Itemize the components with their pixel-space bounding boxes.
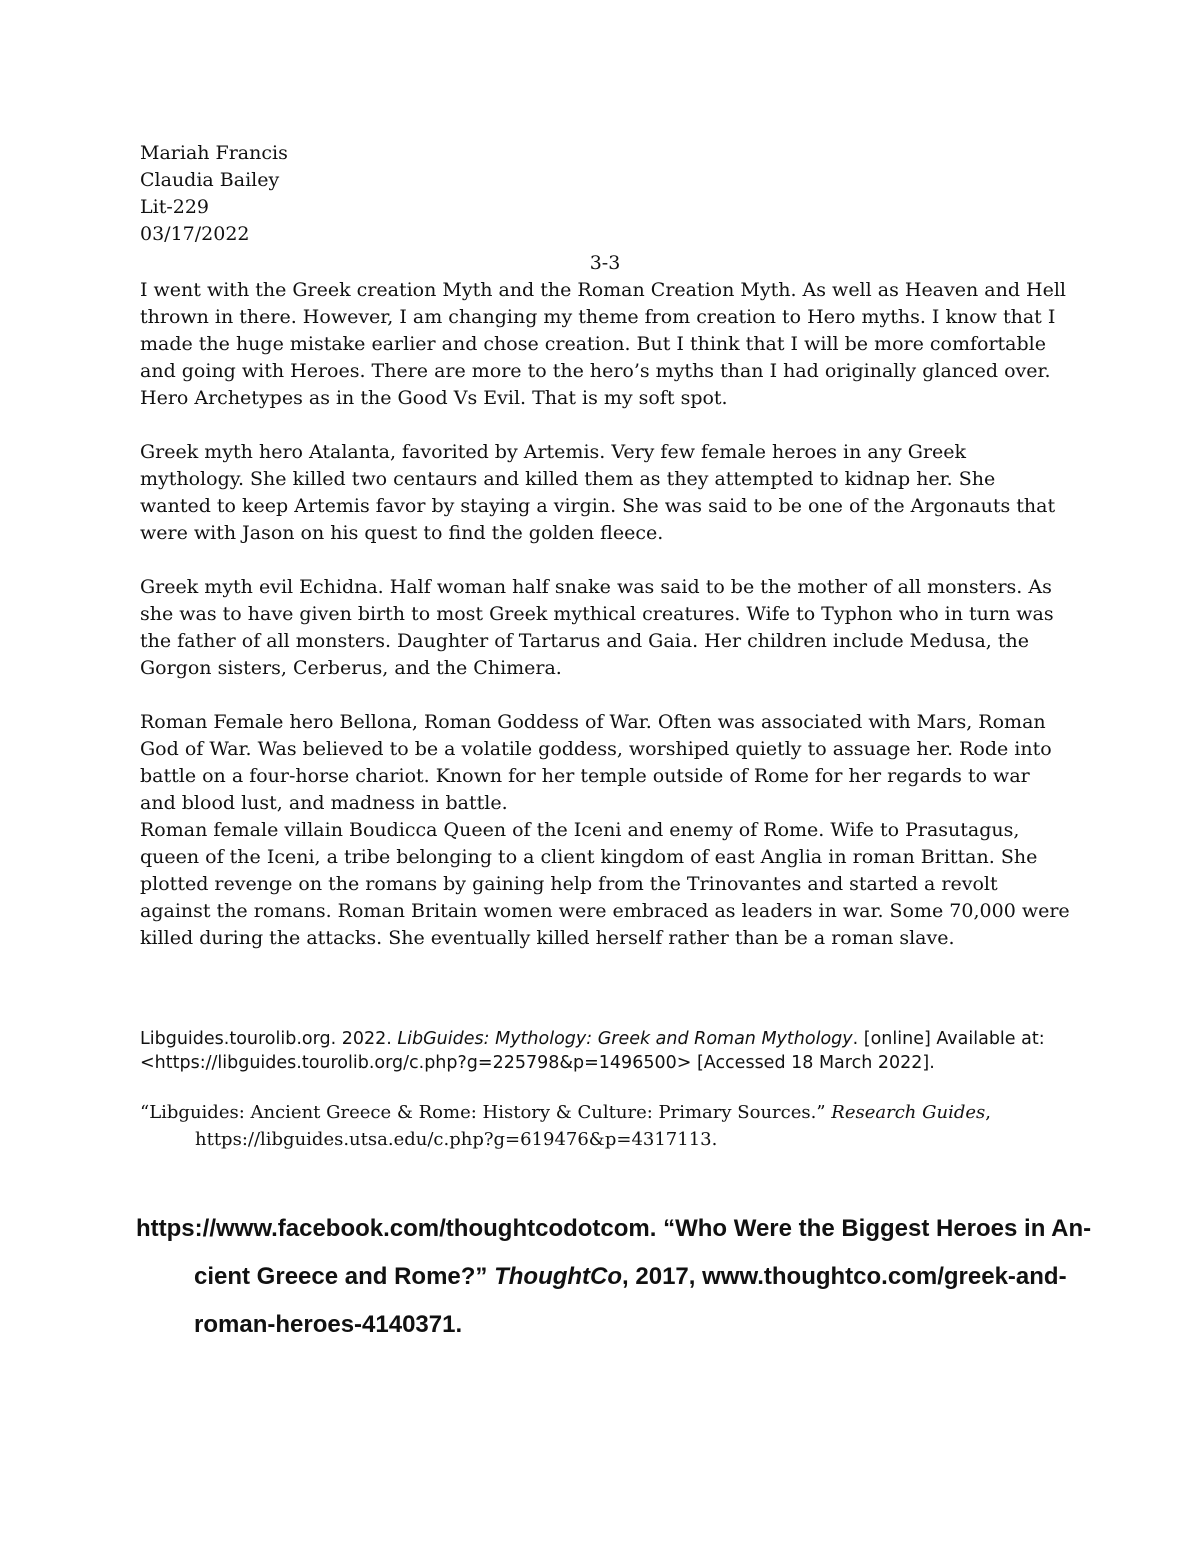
reference-title: Research Guides [831, 1102, 986, 1123]
references-section [136, 1027, 1092, 1349]
reference-text: , https://libguides.utsa.edu/c.php?g=619476&p=4317113. [195, 1102, 991, 1150]
paragraph-echidna: Greek myth evil Echidna. Half woman half snake was said to be the mother of all monsters. As she was to have given birth to most Greek mythical creatures. Wife to Typhon who in turn was the father of all monsters. Daughter of Tartarus and Gaia. Her children include Medusa, the Gorgon sisters, Cerberus, and the Chimera. [140, 576, 1054, 679]
reference-text: “Libguides: Ancient Greece & Rome: History & Culture: Primary Sources.” [140, 1102, 832, 1123]
reference-text: Libguides.tourolib.org. 2022. [140, 1029, 398, 1049]
assignment-title: 3-3 [589, 252, 621, 274]
reference-text: . [online] Available at: <https://libguides.tourolib.org/c.php?g=225798&p=1496500> [Accessed 18 March 2022]. [140, 1029, 1045, 1073]
reference-text: , 2017, www.thoughtco.com/greek-and-roman-heroes-4140371. [194, 1263, 1067, 1338]
reference-title: LibGuides: Mythology: Greek and Roman Mythology [397, 1029, 853, 1049]
submission-date: 03/17/2022 [140, 223, 250, 245]
student-name: Mariah Francis [140, 142, 288, 164]
document-page [136, 140, 1092, 1349]
paragraph-theme: I went with the Greek creation Myth and the Roman Creation Myth. As well as Heaven and Hell thrown in there. However, I am changing my theme from creation to Hero myths. I know that I made the huge mistake earlier and chose creation. But I think that I will be more comfortable and going with Heroes. There are more to the hero’s myths than I had originally glanced over. Hero Archetypes as in the Good Vs Evil. That is my soft spot. [140, 279, 1066, 409]
paragraph-boudicca: Roman female villain Boudicca Queen of the Iceni and enemy of Rome. Wife to Prasutagus, queen of the Iceni, a tribe belonging to a client kingdom of east Anglia in roman Brittan. She plotted revenge on the romans by gaining help from the Trinovantes and started a revolt against the romans. Roman Britain women were embraced as leaders in war. Some 70,000 were killed during the attacks. She eventually killed herself rather than be a roman slave. [140, 819, 1070, 949]
paragraph-bellona: Roman Female hero Bellona, Roman Goddess of War. Often was associated with Mars, Roman God of War. Was believed to be a volatile goddess, worshiped quietly to assuage her. Rode into battle on a four-horse chariot. Known for her temple outside of Rome for her regards to war and blood lust, and madness in battle. [140, 711, 1052, 814]
reference-thoughtco [136, 1205, 1124, 1349]
reference-libguides-tourolib [140, 1027, 1070, 1075]
instructor-name: Claudia Bailey [140, 169, 280, 191]
header-block [140, 140, 1070, 277]
reference-text: https://www.facebook.com/thoughtcodotcom. “Who Were the Biggest Heroes in Ancient Greece and Rome?” [136, 1215, 1092, 1290]
reference-libguides-utsa [140, 1099, 1070, 1153]
reference-title: ThoughtCo [494, 1263, 623, 1290]
body-text [140, 277, 1070, 952]
paragraph-atalanta: Greek myth hero Atalanta, favorited by Artemis. Very few female heroes in any Greek mythology. She killed two centaurs and killed them as they attempted to kidnap her. She wanted to keep Artemis favor by staying a virgin. She was said to be one of the Argonauts that were with Jason on his quest to find the golden fleece. [140, 441, 1056, 544]
course-code: Lit-229 [140, 196, 210, 218]
